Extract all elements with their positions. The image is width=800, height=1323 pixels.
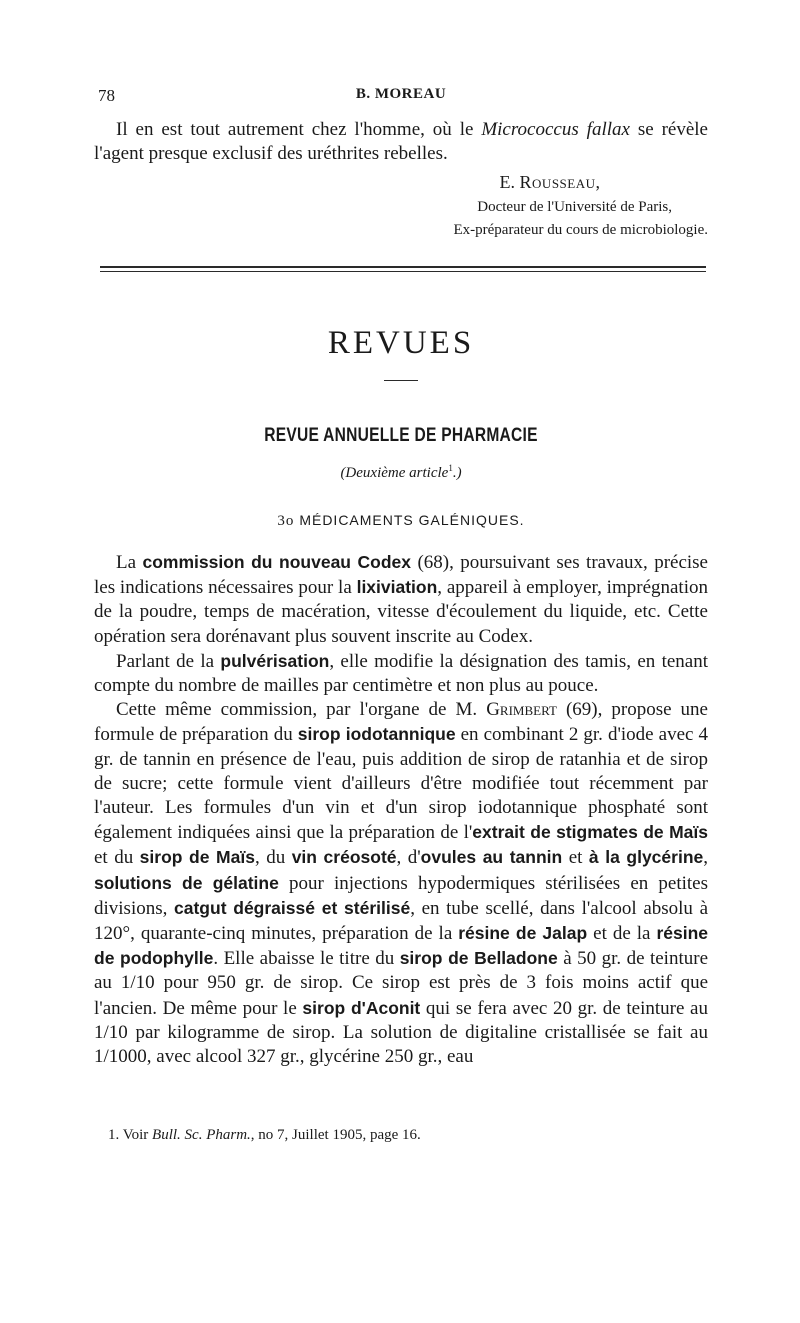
bold-term: sirop iodotannique: [297, 724, 456, 745]
intro-text-end: se révèle l'agent presque exclusif des uréthrites rebelles.: [94, 119, 708, 165]
paragraph-1: [94, 550, 708, 649]
bold-term: catgut dégraissé et stérilisé: [174, 897, 411, 918]
text-run: à 50 gr. de teinture au 1/10 pour 950 gr. de sirop. Ce sirop est près de 3 fois moins actif que l'ancien. De même pour le: [94, 948, 708, 1019]
author-name: Grimbert: [486, 699, 557, 721]
text-run: . Elle abaisse le titre du: [213, 948, 400, 970]
bold-term: commission du nouveau Codex: [142, 552, 412, 572]
bold-term: lixiviation: [356, 577, 438, 598]
intro-italic-term: Micrococcus fallax: [481, 119, 630, 140]
text-run: La: [116, 552, 143, 573]
signature-name: [94, 172, 708, 193]
bold-term: résine de podophylle: [94, 923, 708, 969]
intro-paragraph: [94, 118, 708, 166]
signature-title: Docteur de l'Université de Paris,: [477, 199, 672, 215]
text-run: , en tube scellé, dans l'alcool absolu à 120°, quarante-cinq minutes, préparation de la: [94, 897, 709, 945]
footnote-text: , no 7, Juillet 1905, page 16.: [250, 1127, 421, 1143]
text-run: , elle modifie la désignation des tamis, en tenant compte du nombre de mailles par centimètre et non plus au pouce.: [94, 650, 708, 697]
bold-term: sirop d'Aconit: [302, 997, 421, 1018]
page-header: [94, 86, 708, 108]
bold-term: résine de Jalap: [458, 923, 588, 944]
text-run: (69), propose une formule de préparation du: [94, 699, 708, 746]
footnote-number: 1.: [108, 1127, 120, 1143]
paragraph-2: [94, 649, 708, 698]
subsection-heading: [94, 512, 708, 530]
text-run: pour injections hypodermiques stérilisées en petites divisions,: [94, 872, 708, 919]
text-run: ,: [703, 847, 708, 869]
intro-text-start: Il en est tout autrement chez l'homme, où le: [116, 119, 482, 140]
signature-surname: Rousseau: [519, 172, 596, 192]
article-title: REVUE ANNUELLE DE PHARMACIE: [264, 425, 538, 446]
text-run: en combinant 2 gr. d'iode avec 4 gr. de tannin en présence de l'eau, puis addition de sirop de ratanhia et de sirop de sucre; cette formule vient d'ailleurs d'être modifiée tout récemment par l'auteur. Les formules d'un vin et d'un sirop iodotannique phosphaté sont également indiquées ainsi que la préparation de l': [94, 724, 708, 844]
text-run: , appareil à employer, imprégnation de la poudre, temps de macération, vitesse d'écoulement du liquide, etc. Cette opération sera dorénavant plus souvent inscrite au Codex.: [94, 577, 708, 647]
subtitle-close: .): [452, 465, 462, 481]
bold-term: ovules au tannin: [420, 847, 563, 868]
text-run: Cette même commission, par l'organe de M.: [116, 699, 487, 721]
signature-position: Ex-préparateur du cours de microbiologie.: [453, 222, 708, 238]
article-body: [94, 550, 708, 1069]
bold-term: sirop de Belladone: [399, 948, 558, 969]
text-run: , d': [396, 847, 421, 869]
section-divider-thick: [100, 266, 706, 268]
section-divider-thin: [100, 271, 706, 272]
bold-term: sirop de Maïs: [139, 847, 255, 868]
bold-term: vin créosoté: [291, 847, 397, 868]
signature-initial: E.: [499, 172, 520, 192]
footnote-text: Voir: [119, 1127, 153, 1143]
text-run: (68), poursuivant ses travaux, précise les indications nécessaires pour la: [94, 552, 708, 599]
bold-term: extrait de stigmates de Maïs: [472, 822, 708, 843]
footnote: [94, 1127, 708, 1144]
footnote-ref: 1: [448, 463, 453, 473]
footnote-journal: Bull. Sc. Pharm.: [152, 1127, 251, 1143]
title-rule: [384, 380, 418, 381]
bold-term: à la glycérine: [588, 847, 704, 868]
subtitle-text: (Deuxième article: [340, 465, 449, 481]
bold-term: pulvérisation: [220, 650, 330, 671]
running-head: B. MOREAU: [355, 86, 447, 102]
section-title: REVUES: [327, 325, 475, 361]
text-run: Parlant de la: [116, 650, 221, 672]
text-run: et de la: [587, 923, 657, 945]
bold-term: solutions de gélatine: [94, 872, 279, 893]
signature-suffix: ,: [595, 172, 600, 192]
subsection-number: 3o: [277, 513, 295, 529]
subsection-title: MÉDICAMENTS GALÉNIQUES.: [299, 512, 525, 528]
text-run: et: [562, 847, 589, 869]
article-subtitle: [94, 463, 708, 482]
paragraph-3: [94, 698, 708, 1069]
text-run: , du: [254, 847, 292, 869]
text-run: et du: [94, 847, 140, 869]
text-run: qui se fera avec 20 gr. de teinture au 1/10 par kilogramme de sirop. La solution de digitaline cristallisée se fait au 1/1000, avec alcool 327 gr., glycérine 250 gr., eau: [94, 997, 708, 1068]
page-number: 78: [98, 86, 115, 105]
